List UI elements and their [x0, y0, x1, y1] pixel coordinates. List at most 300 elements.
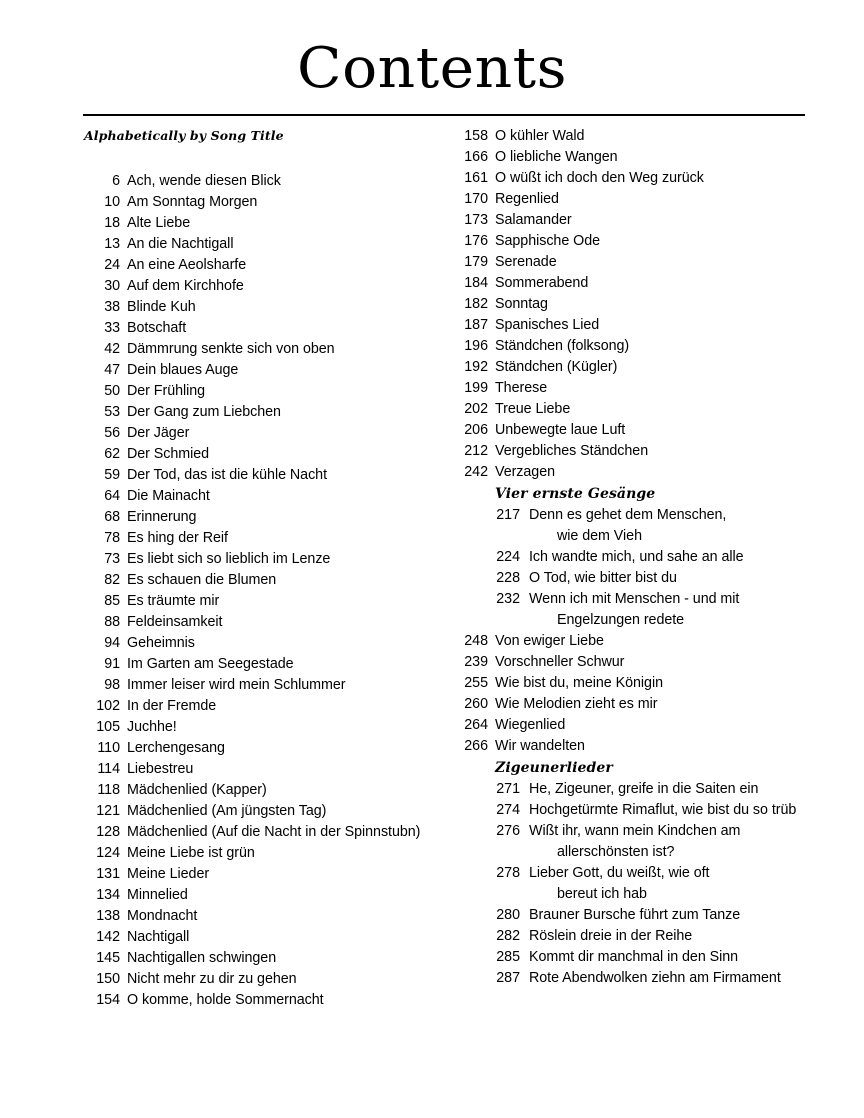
toc-entry[interactable] [452, 336, 812, 357]
toc-entry[interactable] [452, 126, 812, 147]
toc-entry[interactable] [84, 318, 434, 339]
toc-entry-title [127, 654, 434, 675]
toc-entry-title [127, 633, 434, 654]
toc-entry-title-line: Wie Melodien zieht es mir [495, 696, 658, 712]
toc-entry[interactable] [84, 486, 434, 507]
header-divider [83, 114, 805, 116]
toc-entry[interactable] [452, 399, 812, 420]
toc-entry-title [495, 673, 812, 694]
toc-entry[interactable] [452, 800, 812, 821]
toc-entry-page-number: 82 [104, 572, 120, 588]
toc-entry-title [127, 948, 434, 969]
toc-entry-title [127, 171, 434, 192]
toc-entry-page-number: 158 [464, 128, 488, 144]
toc-entry-title [127, 738, 434, 759]
toc-entry-title-line: Sommerabend [495, 275, 589, 291]
toc-entry-title-line: Es liebt sich so lieblich im Lenze [127, 551, 331, 567]
toc-entry-title [127, 906, 434, 927]
toc-entry-title [127, 780, 434, 801]
toc-entry[interactable] [452, 441, 812, 462]
toc-entry-title-line: Wie bist du, meine Königin [495, 675, 663, 691]
toc-entry-title [127, 402, 434, 423]
toc-entry-title [127, 801, 434, 822]
toc-group-heading: Vier ernste Gesänge [495, 486, 656, 502]
toc-entry-page-number: 217 [496, 507, 520, 523]
toc-entry-title [127, 990, 434, 1011]
toc-entry[interactable] [452, 673, 812, 694]
toc-entry-title-line: Geheimnis [127, 635, 195, 651]
toc-entry[interactable] [84, 591, 434, 612]
page-title: Contents [297, 36, 567, 101]
toc-entry-title [127, 591, 434, 612]
toc-entry-title [127, 444, 434, 465]
toc-entry-title-line: Ständchen (Kügler) [495, 359, 618, 375]
toc-entry-title-line: Von ewiger Liebe [495, 633, 604, 649]
toc-entry[interactable] [452, 378, 812, 399]
toc-entry-page-number: 114 [97, 761, 120, 777]
toc-entry-title-line: Ich wandte mich, und sahe an alle [529, 549, 744, 565]
toc-entry-title-line: Lerchengesang [127, 740, 225, 756]
toc-entry-page-number: 18 [104, 215, 120, 231]
toc-entry-title [495, 231, 812, 252]
toc-entry[interactable] [84, 444, 434, 465]
toc-entry-page-number: 118 [97, 782, 120, 798]
toc-entry-page-number: 6 [112, 173, 120, 189]
toc-entry-page-number: 73 [104, 551, 120, 567]
toc-entry[interactable] [84, 402, 434, 423]
toc-entry-title [529, 968, 812, 989]
toc-entry-title-line: Feldeinsamkeit [127, 614, 223, 630]
toc-entry-title [127, 969, 434, 990]
toc-entry-title [495, 462, 812, 483]
toc-entry-title [495, 631, 812, 652]
toc-entry[interactable] [452, 357, 812, 378]
toc-entry-title [529, 905, 812, 926]
toc-entry-title-line: Der Schmied [127, 446, 210, 462]
toc-entry-page-number: 62 [104, 446, 120, 462]
toc-entry[interactable] [84, 780, 434, 801]
toc-entry[interactable] [452, 631, 812, 652]
toc-entry[interactable] [84, 801, 434, 822]
toc-entry-page-number: 64 [104, 488, 120, 504]
toc-entry[interactable] [452, 505, 812, 547]
toc-entry-title-line: Wenn ich mit Menschen - und mit [529, 591, 740, 607]
toc-entry-title [495, 273, 812, 294]
toc-entry-page-number: 53 [104, 404, 120, 420]
toc-entry-page-number: 102 [96, 698, 120, 714]
toc-entry[interactable] [84, 528, 434, 549]
toc-entry-page-number: 192 [464, 359, 488, 375]
toc-entry-page-number: 145 [96, 950, 120, 966]
toc-entry[interactable] [452, 315, 812, 336]
toc-entry-page-number: 278 [496, 865, 520, 881]
toc-entry[interactable] [452, 863, 812, 905]
toc-entry[interactable] [452, 547, 812, 568]
toc-entry-title [529, 568, 812, 589]
toc-entry-title-line: Vorschneller Schwur [495, 654, 625, 670]
toc-entry-title-line: Meine Lieder [127, 866, 210, 882]
toc-entry-page-number: 138 [96, 908, 120, 924]
toc-entry-title-line: An die Nachtigall [127, 236, 234, 252]
toc-entry-title-line: Nachtigallen schwingen [127, 950, 277, 966]
toc-entry-page-number: 121 [96, 803, 120, 819]
toc-column-right [452, 126, 812, 989]
toc-entry-title-line: Mädchenlied (Kapper) [127, 782, 267, 798]
toc-entry-title-line: Therese [495, 380, 548, 396]
toc-entry-title-line: Juchhe! [127, 719, 177, 735]
toc-group-heading: Zigeunerlieder [495, 760, 613, 776]
toc-entry[interactable] [452, 147, 812, 168]
toc-entry-page-number: 242 [464, 464, 488, 480]
toc-entry-page-number: 78 [104, 530, 120, 546]
toc-entry-title-line: Der Frühling [127, 383, 206, 399]
toc-entry[interactable] [452, 168, 812, 189]
toc-entry-title-line: Der Jäger [127, 425, 190, 441]
toc-entry[interactable] [84, 423, 434, 444]
toc-entry-title [529, 947, 812, 968]
toc-entry-title [127, 213, 434, 234]
toc-entry-page-number: 228 [496, 570, 520, 586]
toc-entry-title-continuation: wie dem Vieh [557, 528, 642, 544]
toc-entry-page-number: 255 [464, 675, 488, 691]
toc-entry[interactable] [84, 339, 434, 360]
toc-entry[interactable] [452, 252, 812, 273]
toc-entry-page-number: 105 [96, 719, 120, 735]
toc-entry-page-number: 91 [104, 656, 120, 672]
toc-entry[interactable] [452, 210, 812, 231]
toc-entry-page-number: 134 [96, 887, 120, 903]
toc-entry-title-line: Vergebliches Ständchen [495, 443, 649, 459]
toc-entry-title-line: Wißt ihr, wann mein Kindchen am [529, 823, 741, 839]
toc-entry-title [495, 378, 812, 399]
toc-entry[interactable] [452, 273, 812, 294]
toc-entry-title-line: Ach, wende diesen Blick [127, 173, 281, 189]
toc-entry[interactable] [84, 654, 434, 675]
toc-entry-title-line: Mädchenlied (Auf die Nacht in der Spinnstubn) [127, 824, 421, 840]
toc-entry-title [495, 315, 812, 336]
toc-entry[interactable] [84, 843, 434, 864]
toc-entry-title [529, 926, 812, 947]
toc-entry-title [495, 715, 812, 736]
toc-entry[interactable] [84, 969, 434, 990]
toc-entry-title-line: Dämmrung senkte sich von oben [127, 341, 335, 357]
toc-entry-title-line: Wir wandelten [495, 738, 585, 754]
toc-entry-title [127, 318, 434, 339]
toc-entry-title-line: O komme, holde Sommernacht [127, 992, 324, 1008]
toc-entry-page-number: 280 [496, 907, 520, 923]
toc-entry[interactable] [84, 633, 434, 654]
toc-entry-title [127, 339, 434, 360]
toc-entry-title [127, 864, 434, 885]
section-label: Alphabetically by Song Title [84, 128, 284, 143]
toc-entry-title [495, 189, 812, 210]
toc-entry-title [127, 696, 434, 717]
toc-entry[interactable] [84, 990, 434, 1011]
toc-entry-title-line: Der Gang zum Liebchen [127, 404, 281, 420]
toc-entry-title [127, 360, 434, 381]
toc-entry-page-number: 179 [464, 254, 488, 270]
toc-entry-title-continuation: allerschönsten ist? [557, 844, 675, 860]
toc-entry-title [127, 528, 434, 549]
toc-entry[interactable] [452, 420, 812, 441]
toc-entry[interactable] [84, 507, 434, 528]
toc-entry-page-number: 38 [104, 299, 120, 315]
toc-entry[interactable] [84, 675, 434, 696]
toc-entry-page-number: 50 [104, 383, 120, 399]
toc-entry-title [127, 612, 434, 633]
toc-entry[interactable] [84, 906, 434, 927]
toc-entry-title-line: An eine Aeolsharfe [127, 257, 247, 273]
toc-entry-page-number: 85 [104, 593, 120, 609]
toc-entry-page-number: 285 [496, 949, 520, 965]
toc-column-left [84, 171, 434, 1011]
toc-entry-title-line: Dein blaues Auge [127, 362, 239, 378]
toc-entry-title-line: Sonntag [495, 296, 548, 312]
toc-entry-title-line: Am Sonntag Morgen [127, 194, 258, 210]
toc-entry[interactable] [452, 779, 812, 800]
toc-entry-page-number: 124 [96, 845, 120, 861]
toc-entry-page-number: 212 [464, 443, 488, 459]
toc-entry[interactable] [452, 462, 812, 483]
toc-entry-page-number: 10 [104, 194, 120, 210]
toc-entry-title [529, 505, 812, 547]
toc-entry-title-line: Salamander [495, 212, 572, 228]
toc-entry-title-line: Im Garten am Seegestade [127, 656, 294, 672]
toc-entry[interactable] [84, 255, 434, 276]
toc-entry[interactable] [84, 192, 434, 213]
toc-entry[interactable] [84, 759, 434, 780]
toc-entry[interactable] [452, 694, 812, 715]
toc-entry-title [495, 694, 812, 715]
toc-entry-page-number: 276 [496, 823, 520, 839]
toc-entry-title [495, 441, 812, 462]
toc-entry-page-number: 128 [96, 824, 120, 840]
toc-entry-title-line: Botschaft [127, 320, 187, 336]
toc-entry-page-number: 150 [96, 971, 120, 987]
toc-entry[interactable] [84, 381, 434, 402]
toc-entry-page-number: 142 [96, 929, 120, 945]
toc-entry-title [127, 759, 434, 780]
toc-entry-page-number: 42 [104, 341, 120, 357]
page-title-container [0, 38, 864, 100]
toc-entry-title [127, 255, 434, 276]
toc-entry-title-line: Spanisches Lied [495, 317, 600, 333]
toc-entry-title [495, 147, 812, 168]
toc-entry[interactable] [84, 822, 434, 843]
toc-entry-page-number: 56 [104, 425, 120, 441]
toc-entry-title-line: He, Zigeuner, greife in die Saiten ein [529, 781, 759, 797]
toc-entry-page-number: 33 [104, 320, 120, 336]
toc-entry-title-line: Kommt dir manchmal in den Sinn [529, 949, 739, 965]
toc-entry[interactable] [452, 947, 812, 968]
toc-entry-title [127, 675, 434, 696]
toc-entry-title [495, 357, 812, 378]
toc-entry-title-line: Rote Abendwolken ziehn am Firmament [529, 970, 781, 986]
toc-entry-title [495, 399, 812, 420]
toc-entry-title [495, 126, 812, 147]
toc-entry[interactable] [84, 276, 434, 297]
toc-entry[interactable] [452, 652, 812, 673]
toc-entry-title-line: Wiegenlied [495, 717, 566, 733]
toc-entry-title-line: O kühler Wald [495, 128, 585, 144]
toc-entry-title [127, 570, 434, 591]
toc-entry-title-line: Minnelied [127, 887, 188, 903]
toc-entry-title-line: O Tod, wie bitter bist du [529, 570, 677, 586]
toc-entry[interactable] [84, 297, 434, 318]
toc-entry-title-line: Die Mainacht [127, 488, 210, 504]
toc-entry[interactable] [452, 736, 812, 757]
toc-entry-title-line: Treue Liebe [495, 401, 571, 417]
toc-entry-title-line: Alte Liebe [127, 215, 191, 231]
toc-entry-page-number: 131 [96, 866, 120, 882]
toc-entry[interactable] [452, 294, 812, 315]
toc-entry-page-number: 161 [464, 170, 488, 186]
toc-entry[interactable] [452, 926, 812, 947]
toc-entry-title-line: Ständchen (folksong) [495, 338, 630, 354]
toc-entry-title-line: Verzagen [495, 464, 556, 480]
toc-entry-title [127, 234, 434, 255]
toc-entry-title [127, 192, 434, 213]
toc-entry[interactable] [84, 738, 434, 759]
toc-entry[interactable] [452, 715, 812, 736]
toc-entry-title-line: Röslein dreie in der Reihe [529, 928, 693, 944]
toc-entry[interactable] [452, 568, 812, 589]
toc-entry-title-line: O wüßt ich doch den Weg zurück [495, 170, 704, 186]
toc-entry-page-number: 239 [464, 654, 488, 670]
toc-entry[interactable] [84, 885, 434, 906]
toc-entry-title [529, 821, 812, 863]
toc-entry-title [127, 381, 434, 402]
toc-entry-page-number: 173 [464, 212, 488, 228]
toc-entry-title-line: Auf dem Kirchhofe [127, 278, 244, 294]
toc-entry-page-number: 59 [104, 467, 120, 483]
toc-entry-page-number: 154 [96, 992, 120, 1008]
toc-entry-title [127, 507, 434, 528]
toc-entry-title [127, 822, 434, 843]
toc-entry-page-number: 176 [464, 233, 488, 249]
toc-entry-title-line: In der Fremde [127, 698, 217, 714]
toc-entry-title-line: Meine Liebe ist grün [127, 845, 255, 861]
toc-entry-page-number: 166 [464, 149, 488, 165]
toc-entry[interactable] [84, 234, 434, 255]
toc-entry-title [127, 843, 434, 864]
toc-entry[interactable] [84, 864, 434, 885]
toc-entry-title-continuation: bereut ich hab [557, 886, 647, 902]
toc-entry-title-line: Es schauen die Blumen [127, 572, 277, 588]
toc-entry-page-number: 266 [464, 738, 488, 754]
toc-entry-page-number: 282 [496, 928, 520, 944]
toc-entry-title-line: O liebliche Wangen [495, 149, 618, 165]
toc-entry-title [495, 652, 812, 673]
toc-entry[interactable] [84, 696, 434, 717]
toc-entry[interactable] [84, 948, 434, 969]
toc-entry-page-number: 232 [496, 591, 520, 607]
toc-entry-title-line: Unbewegte laue Luft [495, 422, 626, 438]
toc-entry[interactable] [84, 927, 434, 948]
toc-entry-title [495, 294, 812, 315]
toc-entry-page-number: 182 [464, 296, 488, 312]
toc-entry-page-number: 264 [464, 717, 488, 733]
toc-entry[interactable] [452, 968, 812, 989]
toc-entry[interactable] [452, 189, 812, 210]
toc-entry-page-number: 88 [104, 614, 120, 630]
toc-entry-page-number: 274 [496, 802, 520, 818]
toc-entry[interactable] [452, 589, 812, 631]
toc-entry-title-line: Es träumte mir [127, 593, 220, 609]
toc-entry-page-number: 110 [97, 740, 120, 756]
toc-entry-title [495, 336, 812, 357]
toc-entry-title-line: Es hing der Reif [127, 530, 228, 546]
toc-entry-title-line: Lieber Gott, du weißt, wie oft [529, 865, 710, 881]
toc-entry-title-line: Immer leiser wird mein Schlummer [127, 677, 346, 693]
toc-entry-title-line: Hochgetürmte Rimaflut, wie bist du so trüb [529, 802, 797, 818]
toc-entry-title-line: Serenade [495, 254, 557, 270]
toc-entry[interactable] [84, 570, 434, 591]
toc-entry-title [495, 168, 812, 189]
toc-entry-title [495, 420, 812, 441]
toc-entry-page-number: 24 [104, 257, 120, 273]
toc-entry[interactable] [84, 171, 434, 192]
toc-entry-page-number: 287 [496, 970, 520, 986]
toc-entry-page-number: 260 [464, 696, 488, 712]
toc-entry-title-line: Denn es gehet dem Menschen, [529, 507, 727, 523]
toc-entry-page-number: 184 [464, 275, 488, 291]
toc-entry-title [127, 297, 434, 318]
toc-entry[interactable] [84, 717, 434, 738]
toc-entry-title-line: Brauner Bursche führt zum Tanze [529, 907, 741, 923]
toc-entry[interactable] [84, 612, 434, 633]
toc-entry-title-line: Regenlied [495, 191, 559, 207]
toc-entry-page-number: 248 [464, 633, 488, 649]
toc-entry-title-continuation: Engelzungen redete [557, 612, 685, 628]
toc-entry-title [529, 800, 812, 821]
toc-entry-title [495, 210, 812, 231]
toc-entry[interactable] [84, 360, 434, 381]
toc-entry-title [127, 717, 434, 738]
toc-entry-title [127, 549, 434, 570]
toc-entry[interactable] [84, 549, 434, 570]
toc-entry-page-number: 30 [104, 278, 120, 294]
toc-entry[interactable] [84, 213, 434, 234]
toc-entry-title [495, 252, 812, 273]
toc-entry[interactable] [452, 231, 812, 252]
toc-entry-title [529, 863, 812, 905]
toc-entry-page-number: 196 [464, 338, 488, 354]
toc-entry[interactable] [84, 465, 434, 486]
toc-entry-title [127, 486, 434, 507]
toc-entry-title-line: Liebestreu [127, 761, 194, 777]
toc-entry-title [529, 547, 812, 568]
toc-entry[interactable] [452, 821, 812, 863]
toc-entry-page-number: 98 [104, 677, 120, 693]
toc-entry-title [127, 885, 434, 906]
toc-entry-title-line: Der Tod, das ist die kühle Nacht [127, 467, 327, 483]
toc-entry-page-number: 199 [464, 380, 488, 396]
toc-entry-page-number: 13 [104, 236, 120, 252]
toc-entry-page-number: 47 [104, 362, 120, 378]
toc-entry-title [495, 736, 812, 757]
toc-entry-title [529, 779, 812, 800]
toc-entry[interactable] [452, 905, 812, 926]
toc-entry-page-number: 94 [104, 635, 120, 651]
toc-entry-title-line: Nachtigall [127, 929, 190, 945]
toc-entry-title [127, 927, 434, 948]
toc-entry-page-number: 68 [104, 509, 120, 525]
toc-entry-title-line: Erinnerung [127, 509, 197, 525]
toc-entry-page-number: 202 [464, 401, 488, 417]
toc-entry-title [127, 465, 434, 486]
toc-entry-title [127, 423, 434, 444]
